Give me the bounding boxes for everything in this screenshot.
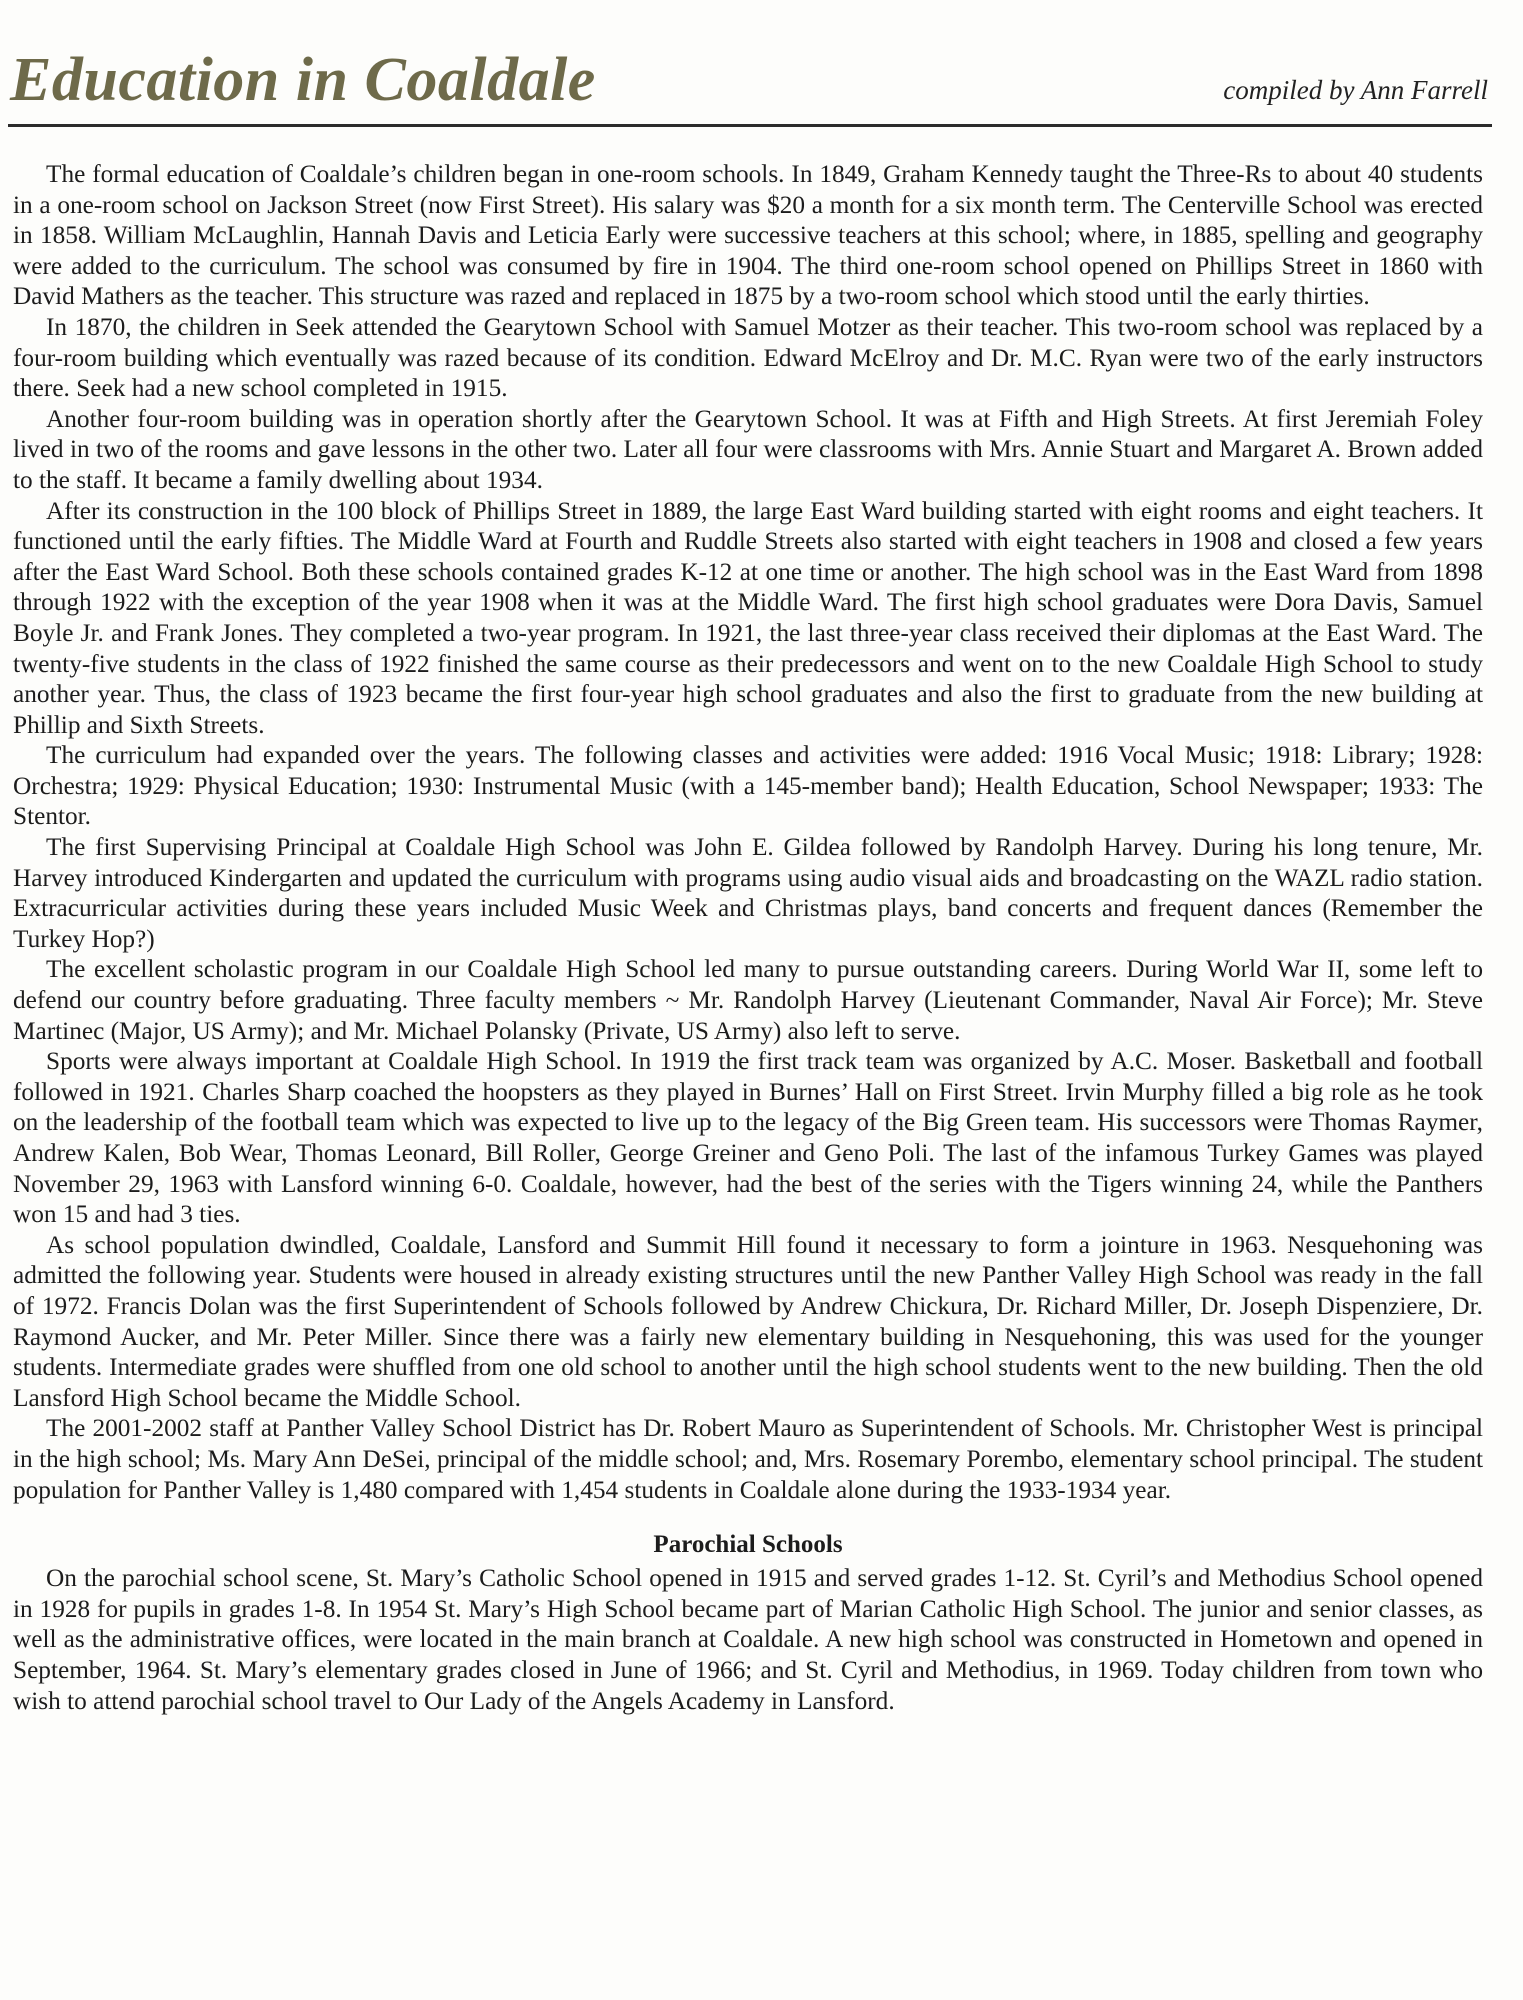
section-heading: Parochial Schools bbox=[653, 1531, 843, 1559]
paragraph: The 2001-2002 staff at Panther Valley School District has Dr. Robert Mauro as Superintendent of Schools. Mr. Christopher West is principal in the high school; Ms. Mary Ann DeSei, principal of the middle school; and, Mrs. Rosemary Porembo, elementary school principal. The student population for Panther Valley is 1,480 compared with 1,454 students in Coaldale alone during the 1933-1934 year. bbox=[13, 1414, 1483, 1504]
paragraph: Another four-room building was in operation shortly after the Gearytown School. It was at Fifth and High Streets. At first Jeremiah Foley lived in two of the rooms and gave lessons in the other two. Later all four were classrooms with Mrs. Annie Stuart and Margaret A. Brown added to the staff. It became a family dwelling about 1934. bbox=[13, 404, 1483, 494]
paragraph: After its construction in the 100 block of Phillips Street in 1889, the large East Ward building started with eight rooms and eight teachers. It functioned until the early fifties. The Middle Ward at Fourth and Ruddle Streets also started with eight teachers in 1908 and closed a few years after the East Ward School. Both these schools contained grades K-12 at one time or another. The high school was in the East Ward from 1898 through 1922 with the exception of the year 1908 when it was at the Middle Ward. The first high school graduates were Dora Davis, Samuel Boyle Jr. and Frank Jones. They completed a two-year program. In 1921, the last three-year class received their diplomas at the East Ward. The twenty-five students in the class of 1922 finished the same course as their predecessors and went on to the new Coaldale High School to study another year. Thus, the class of 1923 became the first four-year high school graduates and also the first to graduate from the new building at Phillip and Sixth Streets. bbox=[13, 496, 1483, 739]
paragraph: The formal education of Coaldale’s children began in one-room schools. In 1849, Graham Kennedy taught the Three-Rs to about 40 students in a one-room school on Jackson Street (now First Street). His salary was $20 a month for a six month term. The Centerville School was erected in 1858. William McLaughlin, Hannah Davis and Leticia Early were successive teachers at this school; where, in 1885, spelling and geography were added to the curriculum. The school was consumed by fire in 1904. The third one-room school opened on Phillips Street in 1860 with David Mathers as the teacher. This structure was razed and replaced in 1875 by a two-room school which stood until the early thirties. bbox=[13, 160, 1483, 311]
paragraph: The excellent scholastic program in our Coaldale High School led many to pursue outstanding careers. During World War II, some left to defend our country before graduating. Three faculty members ~ Mr. Randolph Harvey (Lieutenant Commander, Naval Air Force); Mr. Steve Martinec (Major, US Army); and Mr. Michael Polansky (Private, US Army) also left to serve. bbox=[13, 955, 1483, 1045]
page-title: Education in Coaldale bbox=[10, 46, 596, 114]
paragraph: The first Supervising Principal at Coaldale High School was John E. Gildea followed by Randolph Harvey. During his long tenure, Mr. Harvey introduced Kindergarten and updated the curriculum with programs using audio visual aids and broadcasting on the WAZL radio station. Extracurricular activities during these years included Music Week and Christmas plays, band concerts and frequent dances (Remember the Turkey Hop?) bbox=[13, 833, 1483, 953]
article-body bbox=[13, 159, 1483, 1716]
byline: compiled by Ann Farrell bbox=[1223, 75, 1488, 105]
paragraph: The curriculum had expanded over the years. The following classes and activities were added: 1916 Vocal Music; 1918: Library; 1928: Orchestra; 1929: Physical Education; 1930: Instrumental Music (with a 145-member band); Health Education, School Newspaper; 1933: The Stentor. bbox=[13, 741, 1483, 831]
paragraph: On the parochial school scene, St. Mary’s Catholic School opened in 1915 and served grades 1-12. St. Cyril’s and Methodius School opened in 1928 for pupils in grades 1-8. In 1954 St. Mary’s High School became part of Marian Catholic High School. The junior and senior classes, as well as the administrative offices, were located in the main branch at Coaldale. A new high school was constructed in Hometown and opened in September, 1964. St. Mary’s elementary grades closed in June of 1966; and St. Cyril and Methodius, in 1969. Today children from town who wish to attend parochial school travel to Our Lady of the Angels Academy in Lansford. bbox=[13, 1564, 1483, 1715]
paragraph: Sports were always important at Coaldale High School. In 1919 the first track team was organized by A.C. Moser. Basketball and football followed in 1921. Charles Sharp coached the hoopsters as they played in Burnes’ Hall on First Street. Irvin Murphy filled a big role as he took on the leadership of the football team which was expected to live up to the legacy of the Big Green team. His successors were Thomas Raymer, Andrew Kalen, Bob Wear, Thomas Leonard, Bill Roller, George Greiner and Geno Poli. The last of the infamous Turkey Games was played November 29, 1963 with Lansford winning 6-0. Coaldale, however, had the best of the series with the Tigers winning 24, while the Panthers won 15 and had 3 ties. bbox=[13, 1047, 1483, 1229]
header bbox=[8, 40, 1492, 127]
paragraph: In 1870, the children in Seek attended the Gearytown School with Samuel Motzer as their teacher. This two-room school was replaced by a four-room building which eventually was razed because of its condition. Edward McElroy and Dr. M.C. Ryan were two of the early instructors there. Seek had a new school completed in 1915. bbox=[13, 312, 1483, 403]
paragraph: As school population dwindled, Coaldale, Lansford and Summit Hill found it necessary to form a jointure in 1963. Nesquehoning was admitted the following year. Students were housed in already existing structures until the new Panther Valley High School was ready in the fall of 1972. Francis Dolan was the first Superintendent of Schools followed by Andrew Chickura, Dr. Richard Miller, Dr. Joseph Dispenziere, Dr. Raymond Aucker, and Mr. Peter Miller. Since there was a fairly new elementary building in Nesquehoning, this was used for the younger students. Intermediate grades were shuffled from one old school to another until the high school students went to the new building. Then the old Lansford High School became the Middle School. bbox=[13, 1230, 1483, 1412]
